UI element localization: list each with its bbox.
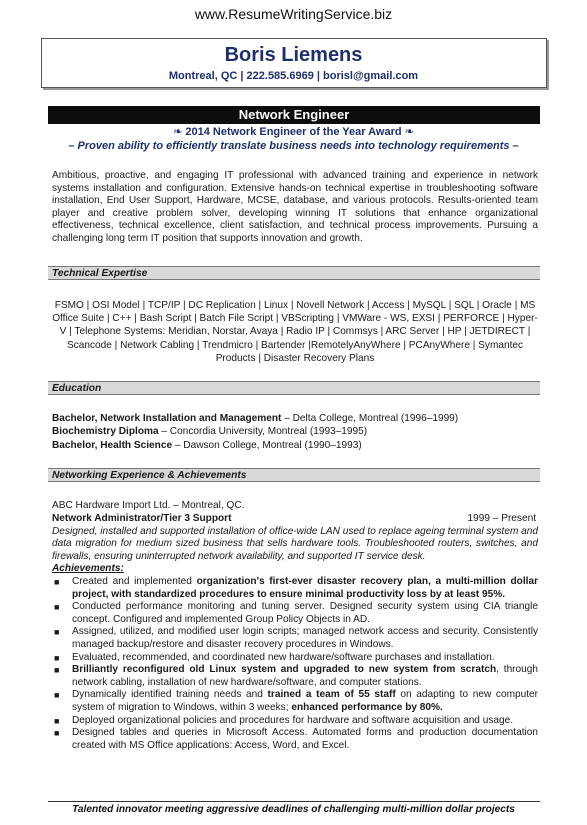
education-item xyxy=(52,412,538,425)
achievement-item: ■ Conducted performance monitoring and tuning server. Designed security system using CIA triangle concept. Configured and implemented Group Policy Objects in AD. xyxy=(54,601,538,625)
achievements-list xyxy=(52,576,538,752)
institution: – Concordia University, Montreal (1993–1995) xyxy=(158,426,368,438)
institution: – Dawson College, Montreal (1990–1993) xyxy=(172,439,362,451)
award-line xyxy=(0,125,587,138)
section-education: Education xyxy=(48,381,540,395)
degree: Biochemistry Diploma xyxy=(52,426,159,438)
bullet-icon: ■ xyxy=(54,627,60,638)
bullet-icon: ■ xyxy=(54,715,60,726)
role-dates: 1999 – Present xyxy=(467,512,536,524)
section-technical-expertise: Technical Expertise xyxy=(48,266,540,280)
bullet-icon: ■ xyxy=(54,690,60,701)
education-list xyxy=(52,412,538,452)
achievement-item: ■ Dynamically identified training needs and trained a team of 55 staff on adapting to new computer system of migration to Windows, within 3 weeks; enhanced performance by 80%. xyxy=(54,689,538,713)
achievement-item: ■ Assigned, utilized, and modified user login scripts; managed network access and security. Consistently managed backup/restore and disaster recovery procedures in Windows. xyxy=(54,626,538,650)
bullet-icon: ■ xyxy=(54,652,60,663)
contact-info: Montreal, QC | 222.585.6969 | borisl@gmail.com xyxy=(168,70,419,82)
fleuron-left-icon: ❧ xyxy=(173,126,183,138)
footer-tagline: Talented innovator meeting aggressive deadlines of challenging multi-million dollar projects xyxy=(72,804,515,815)
degree: Bachelor, Network Installation and Management xyxy=(52,413,282,424)
education-item xyxy=(52,425,538,438)
achievements-heading: Achievements: xyxy=(52,563,124,575)
company-line: ABC Hardware Import Ltd. – Montreal, QC. xyxy=(52,500,245,511)
bullet-icon: ■ xyxy=(54,576,60,587)
site-url[interactable]: www.ResumeWritingService.biz xyxy=(194,6,393,22)
candidate-name: Boris Liemens xyxy=(224,44,363,66)
achievement-item: ■ Deployed organizational policies and procedures for hardware and software acquisition and usage. xyxy=(54,714,514,726)
achievement-item: ■ Brilliantly reconfigured old Linux system and upgraded to new system from scratch, through network cabling, installation of new hardware/software, and computer stations. xyxy=(54,664,538,688)
degree: Bachelor, Health Science xyxy=(52,439,173,451)
job-title-bar: Network Engineer xyxy=(48,106,540,124)
bullet-icon: ■ xyxy=(54,602,60,613)
achievement-item: ■ Created and implemented organization's first-ever disaster recovery plan, a multi-million dollar project, with standardized procedures to ensure minimal productivity loss by at least 95%. xyxy=(54,575,538,600)
role-line xyxy=(52,513,538,526)
section-experience: Networking Experience & Achievements xyxy=(48,468,540,482)
award-text: 2014 Network Engineer of the Year Award xyxy=(185,126,402,138)
institution: – Delta College, Montreal (1996–1999) xyxy=(281,413,459,424)
summary-paragraph: Ambitious, proactive, and engaging IT professional with advanced training and experience in network systems installation and configuration. Extensive hands-on technical expertise in troubleshooting software installation, End User Support, Hardware, MCSE, database, and various protocols. Results-oriented team player and creative problem solver, developing winning IT solutions that enhance organizational effectiveness, technical excellence, client satisfaction, and technical process improvements. Pursuing a challenging long term IT position that supports innovation and growth. xyxy=(52,170,538,244)
tagline: – Proven ability to efficiently translate business needs into technology requirements – xyxy=(68,140,519,152)
role-title: Network Administrator/Tier 3 Support xyxy=(52,512,232,524)
achievement-item: ■ Evaluated, recommended, and coordinated new hardware/software purchases and installation. xyxy=(54,651,495,663)
footer-divider xyxy=(48,801,540,802)
skills-list: FSMO | OSI Model | TCP/IP | DC Replication | Linux | Novell Network | Access | MySQL | SQL | Oracle | MS Office Suite | C++ | Bash Script | Batch File Script | VBScripting | VMWare - WS, EXSI | PERFORCE | Hyper-V | Telephone Systems: Meridian, Norstar, Avaya | Radio IP | Commsys | ARC Server | HP | JETDIRECT | Scancode | Network Cabling | Trendmicro | Bartender |RemotelyAnyWhere | PCAnyWhere | Symantec Products | Disaster Recovery Plans xyxy=(52,300,538,364)
experience-block xyxy=(52,500,538,752)
role-description: Designed, installed and supported installation of office-wide LAN used to replace ageing terminal system and data migration for medium sized business that sells hardware tools. Troubleshooted routers, switches, and firewalls, ensuring uninterrupted network availability, and supported IT service desk. xyxy=(52,525,538,562)
fleuron-right-icon: ❧ xyxy=(404,126,414,138)
bullet-icon: ■ xyxy=(54,728,60,739)
bullet-icon: ■ xyxy=(54,665,60,676)
education-item xyxy=(52,439,538,452)
achievement-item: ■ Designed tables and queries in Microsoft Access. Automated forms and production documentation created with MS Office applications: Access, Word, and Excel. xyxy=(54,727,538,751)
